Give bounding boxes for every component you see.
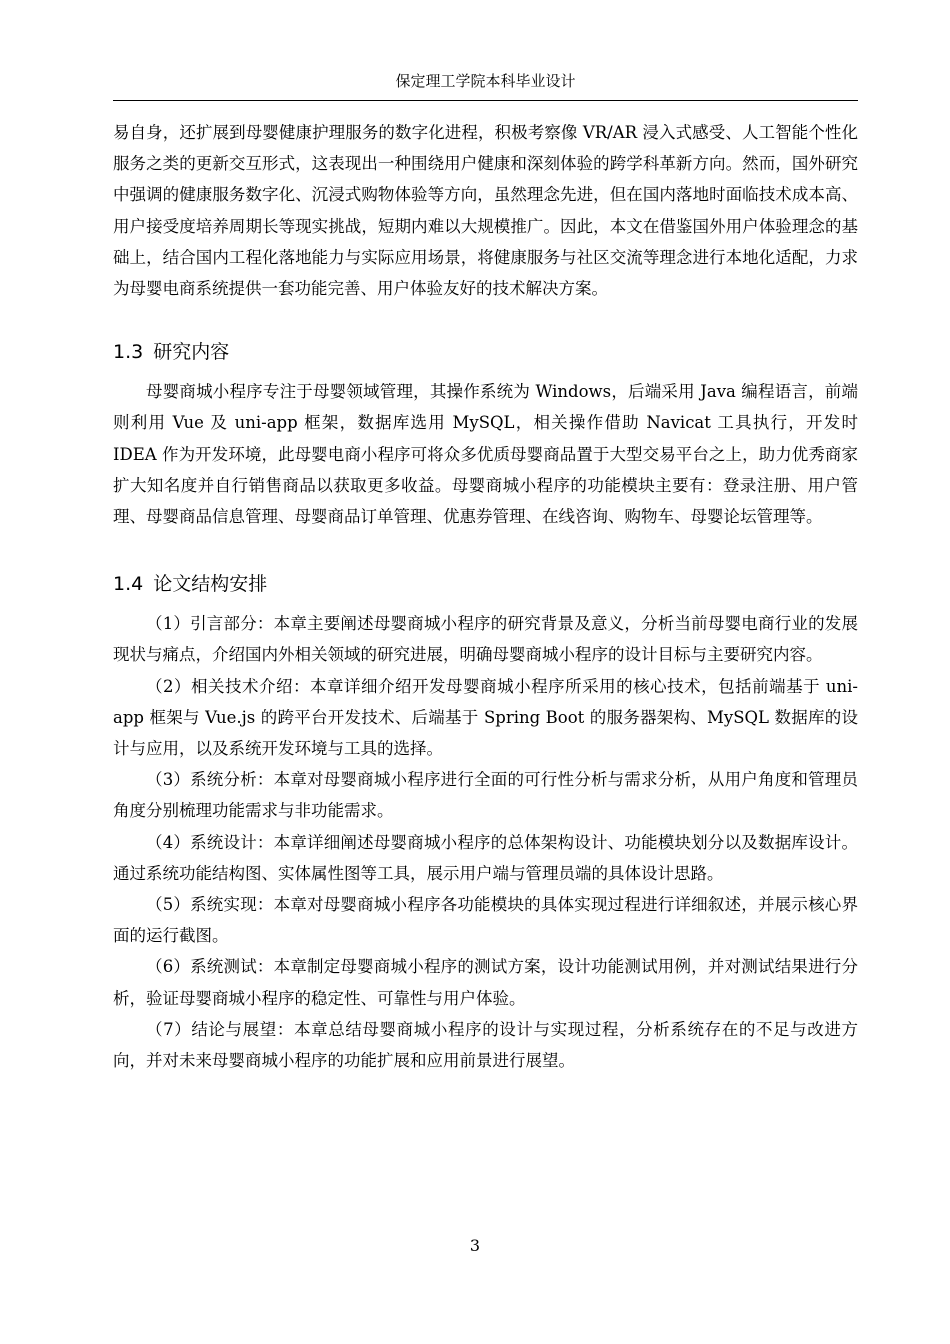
section-number: 1.4: [113, 573, 144, 596]
page-number: 3: [469, 1236, 481, 1255]
section-title: 论文结构安排: [153, 573, 268, 596]
structure-item-3: （3）系统分析：本章对母婴商城小程序进行全面的可行性分析与需求分析，从用户角度和管理员角度分别梳理功能需求与非功能需求。: [113, 770, 858, 821]
structure-item-6: （6）系统测试：本章制定母婴商城小程序的测试方案，设计功能测试用例，并对测试结果进行分析，验证母婴商城小程序的稳定性、可靠性与用户体验。: [113, 957, 858, 1008]
structure-item-2: （2）相关技术介绍：本章详细介绍开发母婴商城小程序所采用的核心技术，包括前端基于 uni-app 框架与 Vue.js 的跨平台开发技术、后端基于 Spring Boot 的服务器架构、MySQL 数据库的设计与应用，以及系统开发环境与工具的选择。: [113, 676, 858, 759]
section-heading-1-3: [113, 338, 858, 366]
structure-item-7: （7）结论与展望：本章总结母婴商城小程序的设计与实现过程，分析系统存在的不足与改进方向，并对未来母婴商城小程序的功能扩展和应用前景进行展望。: [113, 1019, 858, 1071]
intro-paragraph: 易自身，还扩展到母婴健康护理服务的数字化进程，积极考察像 VR/AR 浸入式感受、人工智能个性化服务之类的更新交互形式，这表现出一种围绕用户健康和深刻体验的跨学科革新方向。然而，国外研究中强调的健康服务数字化、沉浸式购物体验等方向，虽然理念先进，但在国内落地时面临技术成本高、用户接受度培养周期长等现实挑战，短期内难以大规模推广。因此，本文在借鉴国外用户体验理念的基础上，结合国内工程化落地能力与实际应用场景，将健康服务与社区交流等理念进行本地化适配，力求为母婴电商系统提供一套功能完善、用户体验友好的技术解决方案。: [113, 123, 858, 299]
section-number: 1.3: [113, 341, 144, 364]
research-content-paragraph: 母婴商城小程序专注于母婴领域管理，其操作系统为 Windows，后端采用 Java 编程语言，前端则利用 Vue 及 uni-app 框架，数据库选用 MySQL，相关操作借助 Navicat 工具执行，开发时 IDEA 作为开发环境，此母婴电商小程序可将众多优质母婴商品置于大型交易平台之上，助力优秀商家扩大知名度并自行销售商品以获取更多收益。母婴商城小程序的功能模块主要有：登录注册、用户管理、母婴商品信息管理、母婴商品订单管理、优惠券管理、在线咨询、购物车、母婴论坛管理等。: [113, 382, 858, 527]
structure-item-1: （1）引言部分：本章主要阐述母婴商城小程序的研究背景及意义，分析当前母婴电商行业的发展现状与痛点，介绍国内外相关领域的研究进展，明确母婴商城小程序的设计目标与主要研究内容。: [113, 614, 858, 665]
section-title: 研究内容: [153, 341, 230, 364]
page-content: [113, 117, 858, 1076]
header-title: 保定理工学院本科毕业设计: [395, 72, 576, 90]
page-header: [113, 70, 858, 101]
structure-item-5: （5）系统实现：本章对母婴商城小程序各功能模块的具体实现过程进行详细叙述，并展示核心界面的运行截图。: [113, 895, 858, 946]
structure-item-4: （4）系统设计：本章详细阐述母婴商城小程序的总体架构设计、功能模块划分以及数据库设计。通过系统功能结构图、实体属性图等工具，展示用户端与管理员端的具体设计思路。: [113, 832, 858, 883]
section-heading-1-4: [113, 570, 858, 598]
